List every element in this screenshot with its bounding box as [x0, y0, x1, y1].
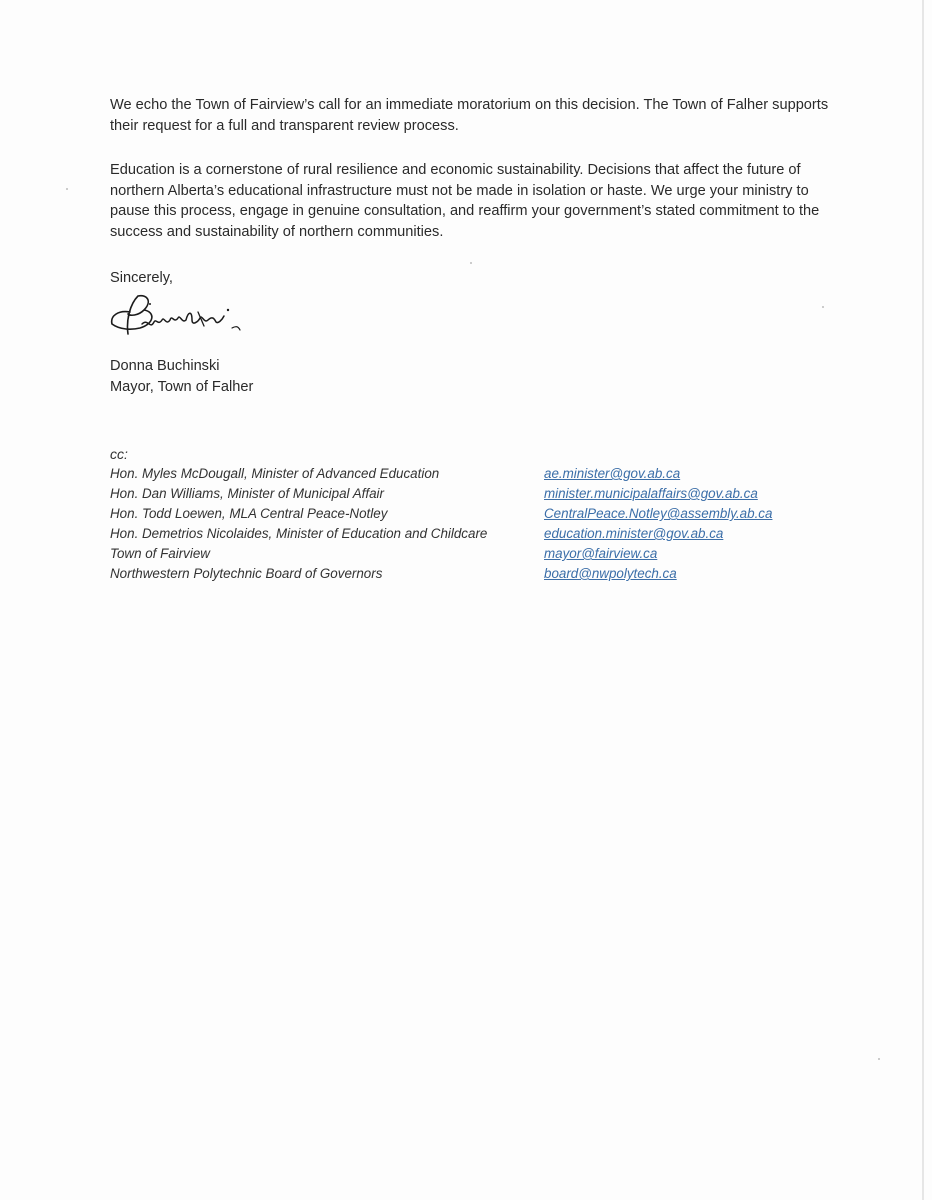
- page-edge: [922, 0, 924, 1200]
- paragraph-moratorium: We echo the Town of Fairview’s call for an immediate moratorium on this decision. The Town of Falher supports their request for a full and transparent review process.: [110, 97, 829, 134]
- cc-row: [110, 546, 830, 566]
- handwritten-signature: [108, 290, 248, 350]
- signer-name: Donna Buchinski: [110, 358, 220, 374]
- paragraph-education: Education is a cornerstone of rural resilience and economic sustainability. Decisions that affect the future of northern Alberta’s educational infrastructure must not be made in isolation or haste. We urge your ministry to pause this process, engage in genuine consultation, and reaffirm your government’s stated commitment to the success and sustainability of northern communities.: [110, 162, 820, 240]
- signer-title: Mayor, Town of Falher: [110, 379, 254, 395]
- cc-recipient-name: Northwestern Polytechnic Board of Governors: [110, 566, 383, 581]
- cc-recipient-email-link[interactable]: CentralPeace.Notley@assembly.ab.ca: [544, 506, 773, 521]
- cc-list: [110, 466, 830, 586]
- cc-row: [110, 526, 830, 546]
- scan-speck: [878, 1058, 880, 1060]
- cc-recipient-email-link[interactable]: ae.minister@gov.ab.ca: [544, 466, 681, 481]
- cc-recipient-email-link[interactable]: education.minister@gov.ab.ca: [544, 526, 724, 541]
- cc-recipient-name: Hon. Demetrios Nicolaides, Minister of Education and Childcare: [110, 526, 488, 541]
- cc-row: [110, 566, 830, 586]
- cc-recipient-name: Hon. Todd Loewen, MLA Central Peace-Notley: [110, 506, 388, 521]
- cc-recipient-name: Town of Fairview: [110, 546, 210, 561]
- cc-recipient-email-link[interactable]: mayor@fairview.ca: [544, 546, 658, 561]
- scan-speck: [66, 188, 68, 190]
- cc-row: [110, 466, 830, 486]
- scan-speck: [822, 306, 824, 308]
- cc-row: [110, 506, 830, 526]
- cc-label: cc:: [110, 446, 128, 462]
- cc-row: [110, 486, 830, 506]
- cc-recipient-name: Hon. Dan Williams, Minister of Municipal Affair: [110, 486, 384, 501]
- cc-recipient-email-link[interactable]: minister.municipalaffairs@gov.ab.ca: [544, 486, 758, 501]
- scan-speck: [470, 262, 472, 264]
- cc-recipient-email-link[interactable]: board@nwpolytech.ca: [544, 566, 677, 581]
- closing-salutation: Sincerely,: [110, 270, 173, 286]
- cc-recipient-name: Hon. Myles McDougall, Minister of Advanced Education: [110, 466, 440, 481]
